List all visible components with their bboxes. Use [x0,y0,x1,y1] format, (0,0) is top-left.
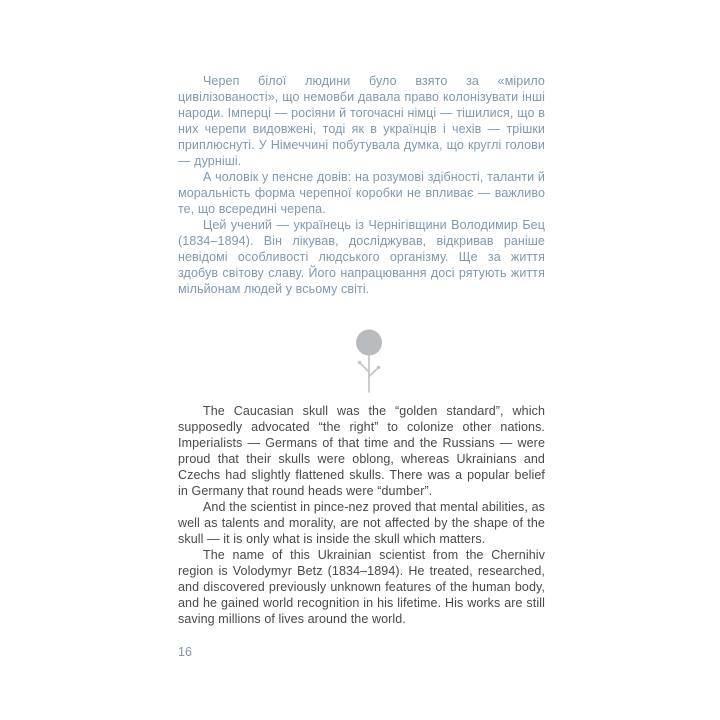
ukrainian-paragraph-3: Цей учений — українець із Чернігівщини Володимир Бец (1834–1894). Він лікував, досліджував, відкривав раніше невідомі особливості людського організму. Ще за життя здобув світову славу. Його напрацювання досі рятують життя мільйонам людей у всьому світі. [178,218,545,296]
flower-ornament-icon [349,329,389,395]
ukrainian-paragraph-2: А чоловік у пенсне довів: на розумові здібності, таланти й моральність форма черепної коробки не впливає — важливо те, що всередині черепа. [178,170,545,216]
english-paragraph-3: The name of this Ukrainian scientist from the Chernihiv region is Volodymyr Betz (1834–1894). He treated, researched, and discovered previously unknown features of the human body, and he gained world recognition in his lifetime. His works are still saving millions of lives around the world. [178,548,545,626]
ukrainian-paragraph-1: Череп білої людини було взято за «мірило цивілізованості», що немовби давала право колонізувати інші народи. Імперці — росіяни й тогочасні німці — тішилися, що в них черепи видовжені, тоді як в українців і чехів — трішки приплюснуті. У Німеччині побутувала думка, що круглі голови — дурніші. [178,74,545,168]
ukrainian-text-block [178,73,545,297]
english-text-block [178,403,545,627]
page-number: 16 [178,645,192,659]
english-paragraph-1: The Caucasian skull was the “golden standard”, which supposedly advocated “the right” to colonize other nations. Imperialists — Germans of that time and the Russians — were proud that their skulls were oblong, whereas Ukrainians and Czechs had slightly flattened skulls. There was a popular belief in Germany that round heads were “dumber”. [178,404,545,498]
english-paragraph-2: And the scientist in pince-nez proved that mental abilities, as well as talents and morality, are not affected by the shape of the skull — it is only what is inside the skull which matters. [178,500,545,546]
